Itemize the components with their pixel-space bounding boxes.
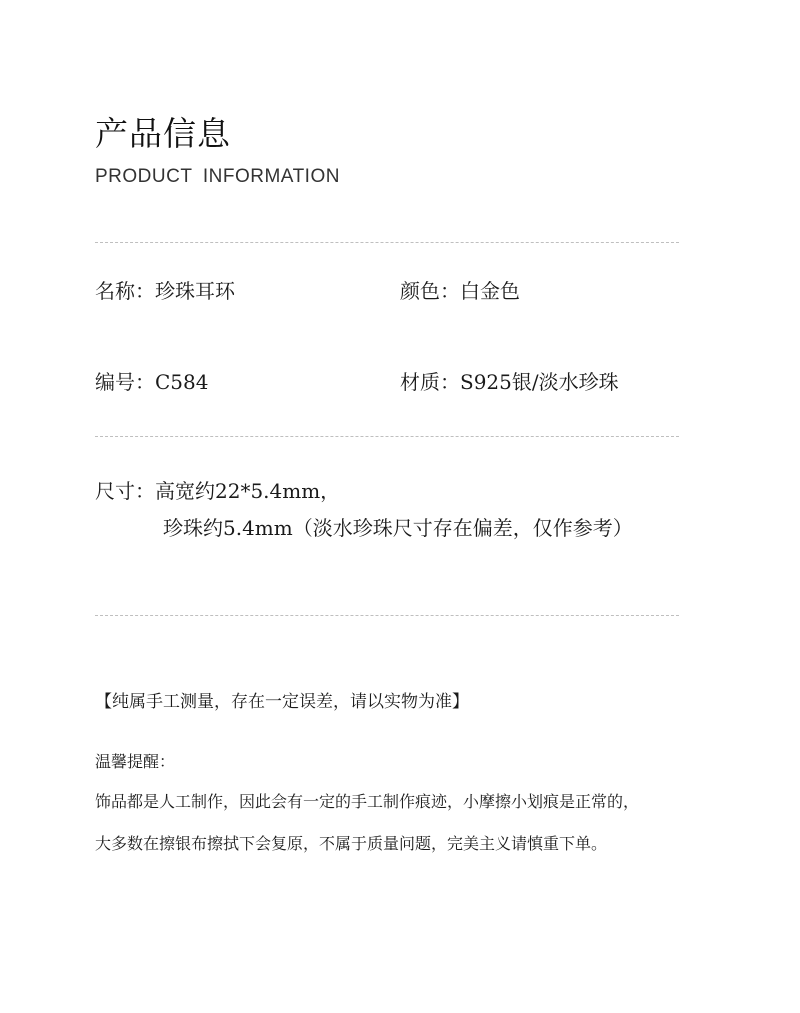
divider-top (95, 242, 679, 243)
divider-middle (95, 436, 679, 437)
divider-bottom (95, 615, 679, 616)
spec-size-line-2: 珍珠约5.4mm（淡水珍珠尺寸存在偏差，仅作参考） (163, 516, 633, 540)
page-subtitle: PRODUCT INFORMATION (95, 166, 340, 187)
spec-name: 名称：珍珠耳环 (95, 279, 235, 303)
reminder-line-2: 大多数在擦银布擦拭下会复原，不属于质量问题，完美主义请慎重下单。 (95, 834, 608, 853)
measurement-note: 【纯属手工测量，存在一定误差，请以实物为准】 (95, 692, 469, 712)
spec-material: 材质：S925银/淡水珍珠 (400, 370, 619, 394)
reminder-title: 温馨提醒： (95, 752, 176, 771)
reminder-line-1: 饰品都是人工制作，因此会有一定的手工制作痕迹，小摩擦小划痕是正常的， (95, 792, 640, 811)
spec-size-line-1: 尺寸：高宽约22*5.4mm， (95, 479, 341, 503)
page-title: 产品信息 (95, 114, 231, 153)
spec-color: 颜色：白金色 (400, 279, 520, 303)
spec-code: 编号：C584 (95, 370, 209, 394)
